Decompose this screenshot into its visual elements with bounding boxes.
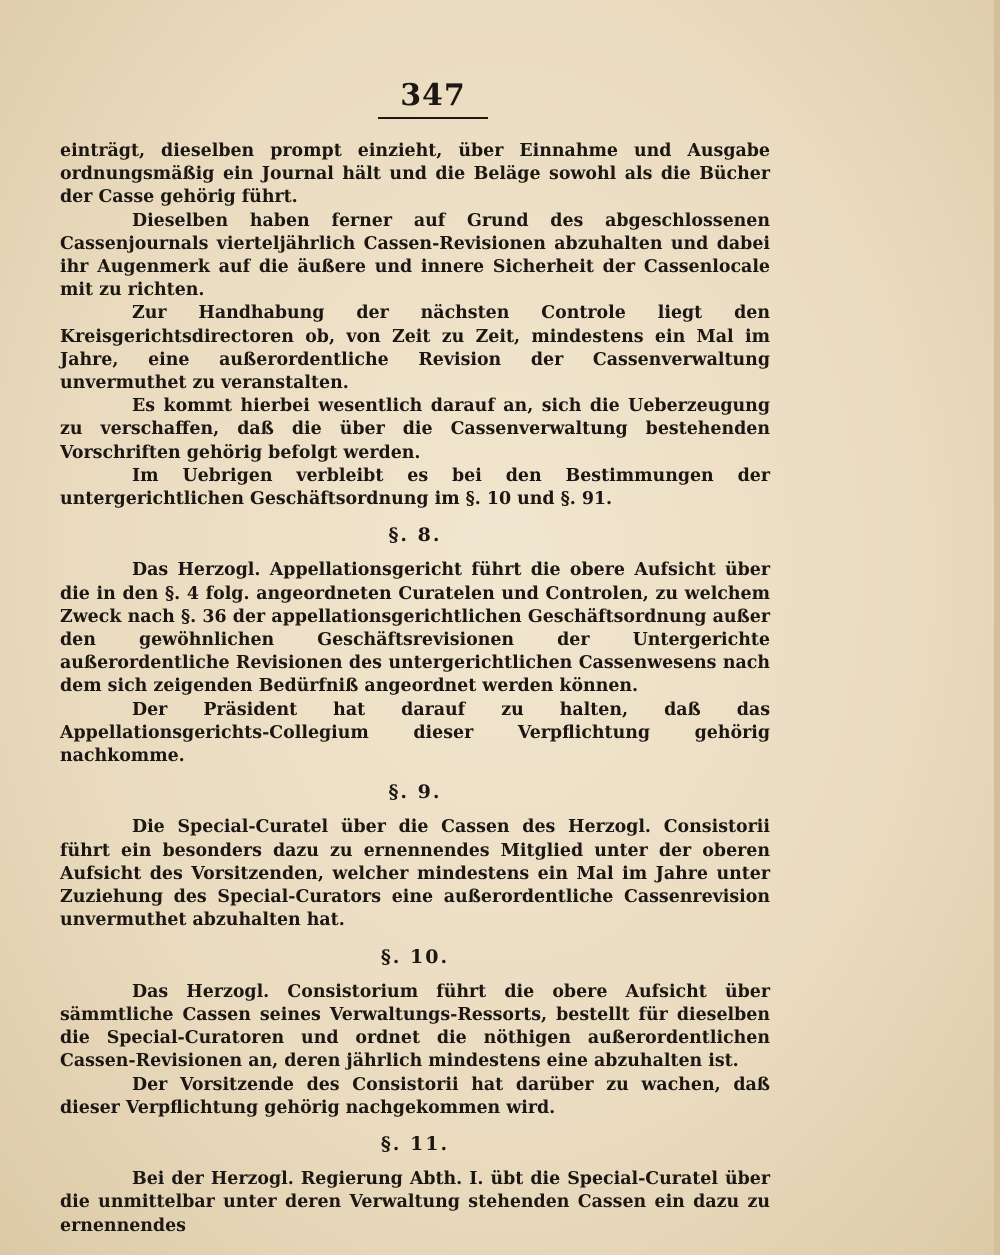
- paragraph: Dieselben haben ferner auf Grund des abgeschlossenen Cassenjournals vierteljährlich Cassen-Revisionen abzuhalten und dabei ihr Augenmerk auf die äußere und innere Sicherheit der Cassenlocale mit zu richten.: [60, 210, 770, 301]
- paragraph: Das Herzogl. Consistorium führt die obere Aufsicht über sämmtliche Cassen seines Verwaltungs-Ressorts, bestellt für dieselben die Special-Curatoren und ordnet die nöthigen außerordentlichen Cassen-Revisionen an, deren jährlich mindestens eine abzuhalten ist.: [60, 981, 770, 1072]
- paragraph: Im Uebrigen verbleibt es bei den Bestimmungen der untergerichtlichen Geschäftsordnung im §. 10 und §. 91.: [60, 465, 770, 510]
- paragraph: Es kommt hierbei wesentlich darauf an, sich die Ueberzeugung zu verschaffen, daß die über die Cassenverwaltung bestehenden Vorschriften gehörig befolgt werden.: [60, 396, 770, 463]
- page-edge: [994, 0, 1000, 1255]
- paragraph: Zur Handhabung der nächsten Controle liegt den Kreisgerichtsdirectoren ob, von Zeit zu Zeit, mindestens ein Mal im Jahre, eine außerordentliche Revision der Cassenverwaltung unvermuthet zu veranstalten.: [60, 303, 770, 394]
- page-number: 347: [400, 78, 466, 113]
- section-heading: §. 10.: [380, 945, 450, 968]
- paragraph: Das Herzogl. Appellationsgericht führt die obere Aufsicht über die in den §. 4 folg. angeordneten Curatelen und Controlen, zu welchem Zweck nach §. 36 der appellationsgerichtlichen Geschäftsordnung außer den gewöhnlichen Geschäftsrevisionen der Untergerichte außerordentliche Revisionen des untergerichtlichen Cassenwesens nach dem sich zeigenden Bedürfniß angeordnet werden können.: [60, 560, 770, 697]
- paragraph: Bei der Herzogl. Regierung Abth. I. übt die Special-Curatel über die unmittelbar unter deren Verwaltung stehenden Cassen ein dazu zu ernennendes: [60, 1169, 770, 1236]
- page-header: [378, 78, 488, 119]
- paragraph: Die Special-Curatel über die Cassen des Herzogl. Consistorii führt ein besonders dazu zu ernennendes Mitglied unter der oberen Aufsicht des Vorsitzenden, welcher mindestens ein Mal im Jahre unter Zuziehung des Special-Curators eine außerordentliche Cassenrevision unvermuthet abzuhalten hat.: [60, 817, 770, 931]
- paragraph: Der Präsident hat darauf zu halten, daß das Appellationsgerichts-Collegium dieser Verpflichtung gehörig nachkomme.: [60, 699, 770, 767]
- paragraph: einträgt, dieselben prompt einzieht, über Einnahme und Ausgabe ordnungsmäßig ein Journal hält und die Beläge sowohl als die Bücher der Casse gehörig führt.: [60, 141, 770, 208]
- section-heading: §. 8.: [388, 524, 442, 547]
- section-heading: §. 9.: [388, 781, 442, 804]
- header-rule: [378, 117, 488, 119]
- document-body: [60, 140, 770, 1238]
- section-heading: §. 11.: [380, 1132, 450, 1155]
- paragraph: Der Vorsitzende des Consistorii hat darüber zu wachen, daß dieser Verpflichtung gehörig nachgekommen wird.: [60, 1074, 770, 1118]
